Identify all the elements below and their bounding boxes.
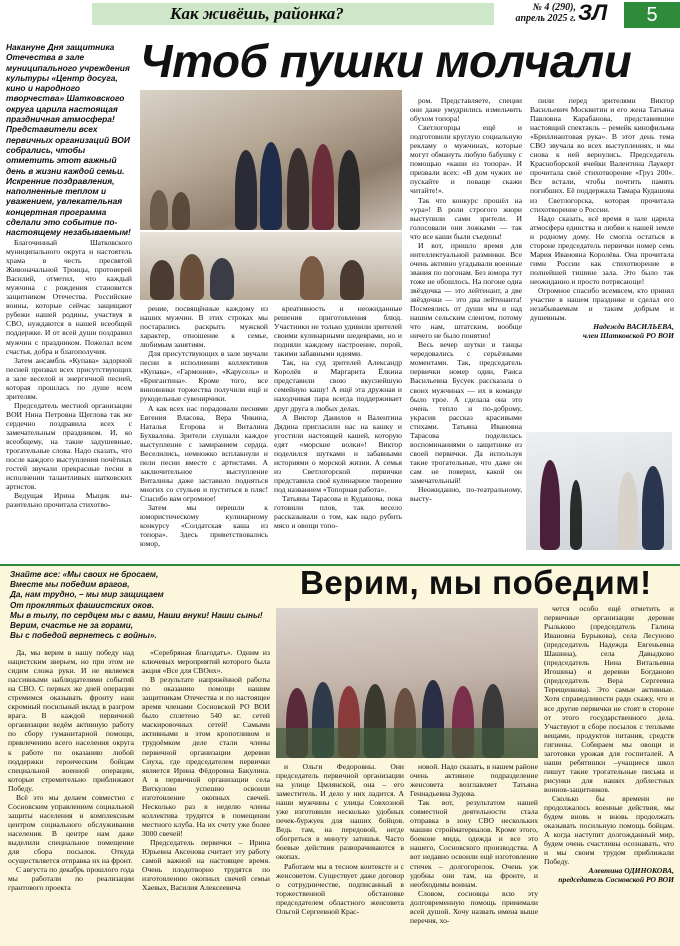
article2-headline: Верим, мы победим! [300,564,652,601]
paragraph: И вот, пришло время для интеллектуальной разминки. Все очень активно угадывали военные звания по погонам. Без юмора тут тоже не обошлось. На погоне одна звёздочка — это лейтенант, а две звёздочки — это два лейтенанта! Посмеялись от души мы и над нашим сельским сленгом, потому что нам, штатским, вообще ничего не было понятно! [410,240,522,341]
paragraph: В результате напряжённой работы по оказанию помощи нашим защитникам Отечества и по настоящее время членами Сосновской РО ВОИ было сплетено 540 кг. сетей маскировочных сетей! Самыми активными в этом кропотливом и трудоёмком деле стали члены первичной организации деревни Сиуха, где председателем первички является Ирина Фёдоровна Бакулина. А в первичной организации села Виткулово успешно освоили изготовление окопных свечей. Несколько раз в неделю члены коллектива трудятся в помещении местного клуба. На их счету уже более 3000 свечей! [142,675,270,838]
paragraph: Ведущая Ирина Мыцик выразительно прочитала стихотво- [6,491,132,510]
paragraph: Благочинный Шатковского муниципального округа и настоятель храма в честь пресвятой Живоначальной Троицы, протоиерей Василий, отметил, что каждый мужчина с рождения становится защитником Отечества. Российские воины, которые сейчас защищают рубежи нашей родины, участвуя в СВО, нуждаются в нашей всеобщей поддержке. И от всей души поздравил мужчин с праздником. Пожелал всем счастья, добра и благополучия. [6,238,132,356]
paragraph: Татьяны Тарасова и Кудашова, пока готовили плов, так весело рассказывали о том, как надо рубить мясо и овощи топо- [274,493,402,531]
article2-column-4 [410,762,538,940]
paragraph: креативность и неожиданные решения приготовления блюд. Участники не только удивили зрителей своими кулинарными шедеврами, но и подняли каждому настроение, порой, такими забавными идеями. [274,304,402,359]
article1-photo-audience [140,232,402,300]
poem-line: Знайте все: «Мы своих не бросаем, [10,570,159,579]
article1-lead: Накануне Дня защитника Отечества в зале муниципального учреждения культуры «Центр досуга, кино и народного творчества» Шатковского округа царила настоящая праздничная атмосфера! Представители всех первичных организаций ВОИ собрались, чтобы отметить этот важный день в жизни каждой семьи. Искренние поздравления, наполненные теплом и уважением, увлекательная концертная программа сделали это событие по-настоящему незабываемым! [6,42,131,238]
poem-line: Вместе мы победим врагов, [10,580,130,590]
article1-signature-name: Надежда ВАСИЛЬЕВА, [593,322,674,332]
article2-column-2 [142,648,270,940]
paragraph: рение, посвящённые каждому из наших мужчин. В этих строках мы постарались раскрыть мужской характер, отношение к семье, любимым занятиям. [140,304,268,350]
paragraph: Надо сказать, всё время в зале царила атмосфера единства и любви к нашей земле и родному дому. Не смогла остаться в стороне председатель первички номер семь Мария Ивановна Королёва. Она прочитала гимн России как стихотворение в полнейшей тишине зала. Это было так неожиданно и просто потрясающе! [530,213,674,286]
article1-photo-performers [526,432,672,550]
poem-line: Да, нам трудно, – мы мир защищаем [10,590,164,600]
article2-column-3 [276,762,404,940]
paragraph: Неожиданно, по-театральному, высту- [410,485,522,504]
article2-poem [10,570,280,641]
paragraph: Да, мы верим в нашу победу над нацистским зверьем, но при этом не сидим сложа руки. И не являемся пассивными наблюдателями событий на СВО. С первых же дней операции стремимся оказывать фронту наш скромный посильный вклад в разгром врага. В каждой первичной организации ведём активную работу по сбору гуманитарной помощи, привлечению всего населения округа к работе по оказанию любой поддержки героическим бойцам специальной военной операции, которые стремительно приближают Победу. [8,648,134,793]
paragraph: и Ольги Федоровны. Они председатель первичной организации на улице Цмлянской, она – его заместитель. И дело у них ладится. А наши мужчины с улицы Совхозной уже изготовили несколько удобных печек-буржуек для наших бойцов. Ведь там, на передовой, негде обогреться в минуту затишья. Часто боевые действия разворачиваются в окопах. [276,762,404,862]
article1-column-2 [140,304,268,558]
issue-number: № 4 (290), [532,2,576,13]
article1-column-3 [274,304,402,558]
article2-signature-name: Алевтина ОДИНОКОВА, [588,866,674,876]
rubric-title: Как живёшь, районка? [170,4,344,23]
article2-photo-group [276,608,538,758]
paragraph: «Серебряная благодать». Одним из ключевых мероприятий которого была акция «Все для СВОих». [142,648,270,676]
paragraph: А Виктор Данилов и Валентина Дядина пригласили нас на кашку и угостили настоящей кашей, которую едят «морские волки»! Виктор поделился шутками и забавными историями о морской жизни. А семья из Светлогорской первички представила своё кулинарное творение под названием «Топорная работа». [274,412,402,494]
paragraph: Затем ансамбль «Купава» задорной песней призвал всех присутствующих в зале веселой и энергичной песней, которая прошлась по душе всем зрителям. [6,355,132,401]
paragraph: Для присутствующих в зале звучали песни в исполнении коллективов «Купава», «Гармония», «Карусель» и «Бригантина». Кроме того, все виновники торжества получили ещё и рукодельные сувенирчики. [140,349,268,404]
newspaper-logo: ЗЛ [578,0,608,25]
paragraph: Председатель первички – Ирина Юрьевна Аксенова считает эту работу самой важной на настоящее время. Очень плодотворно трудятся по изготовлению окопных свечей семьи Хаевых, Василия Алексеевича [142,837,270,893]
paragraph: пили перед зрителями Виктор Васильевич Москвитин и его жена Татьяна Павловна Карабанова, представившие настоящий спектакль – ремейк кинофильма «Бриллиантовая рука». В этот день тема СВО звучала во всех выступлениях, и мы снова к ней вернулись. Председатель Красноборской ячейки Валентина Лаукерт прочитала своё стихотворение «Груз 200». Все встали, чтобы почтить память погибших. Её поддержала Тамара Кудашова из Светлогорска, которая прочитала стихотворение о России. [530,96,674,214]
paragraph: Затем мы перешли к юмористическому кулинарному конкурсу «Солдатская каша из топора». Здесь приветствовались юмор, [140,503,268,549]
article1-photo-concert [140,90,402,230]
poem-line: Мы в тылу, по сердцем мы с вами, Наши внуки! Наши сыны! [10,610,263,620]
poem-line: Верим, счастье не за горами, [10,621,133,631]
paragraph: Словом, сосновцы всю эту долговременную помощь принимали всей душой. Хочу назвать имена выше перечня, хо- [410,888,538,925]
issue-info [506,2,576,24]
article1-headline: Чтоб пушки молчали [140,35,632,87]
issue-date: апрель 2025 г. [515,13,576,24]
paragraph: Всё это мы делаем совместно с Сосновским управлением социальной защиты населения и комплексным центром социального обслуживания населения. В центре нам даже выделили специальное помещение для сбора посылок. Откуда осуществляется отправка их на фронт. [8,792,134,866]
paragraph: ром. Представляете, специи они даже умудрились измельчить обухом топора! [410,96,522,124]
poem-line: Вы с победой вернетесь с войны». [10,631,157,641]
article1-column-1 [6,238,132,558]
paragraph: Так что конкурс прошёл на «ура»! В роли строгого жюри выступили сами зрители. И голосовали они ложками — так что все каши были съедены! [410,195,522,241]
article2-column-5 [544,604,674,942]
paragraph: Весь вечер шутки и танцы чередовались с серьёзными моментами. Так, председатель первички номер один, Раиса Васильевна Бусуек рассказала о своих мужчинах — их в команде было трое. А сделала она это очень тепло и по-доброму, украсив рассказ красивыми стихами. Татьяна Ивановна Тарасова поделилась воспоминаниями о защитнике из своей первички. Да используя такие трогательные, что даже он сам не поверил, какой он замечательный! [410,340,522,485]
article1-column-4 [410,96,522,558]
paragraph: Светлогорцы ещё и подготовили круглую социальную рекламу о мужчинах, которые могут обмануть любую бабушку с помощью «каши из топора». И призвали всех: «В дом чужих не пускайте и поваще скажи читайте!». [410,123,522,196]
page-header [0,0,680,30]
page-number: 5 [624,2,680,28]
paragraph: чется особо ещё отметить и первичные организации деревни Рыльково (председатель Галина Ивановна Бурыкова), села Лесуново (председатель Надежда Евгеньевна Шашина), села Давыдково (председатель Нина Витальевна Игошина) и деревни Богданово (председатель Вера Сергеевна Терещенкова). Это самые активные. Хотя справедливости ради скажу, что и все другие первички не стоят в стороне от этого государственного дела. Участвуют в сборе посылок с теплыми вещами, продуктов питания, средств гигиены. Собираем мы овощи и заготовки урожая для госпиталей. А наши ребятишки –учащиеся школ пишут такие трогательные письма и рисунки для наших доблестных воинов-защитников. [544,604,674,794]
paragraph: Так вот, результатом нашей совместной деятельности стала отправка в зону СВО нескольких машин стройматериалов. Кроме этого, боеконе мида, одежда и все это нашего, Сосновского производства. А вот недавно освоили ещё изготовление стичек – долгогорелок. Очень уж удобны они там, на фронте, и необходимы воинам. [410,798,538,889]
paragraph: Огромное спасибо всемвсем, кто принял участие в нашем празднике и сделал его незабываемым и таким добрым и душевным. [530,285,674,323]
article2-column-1 [8,648,134,940]
article1-signature-role: член Шатковской РО ВОИ [582,331,674,341]
article1-column-5 [530,96,674,428]
paragraph: новой. Надо сказать, в нашем районе очень активное подразделение женсовета возглавляет Татьяна Геннадьевна Зудова. [410,762,538,799]
paragraph: С августа по декабрь прошлого года мы работали по реализации грантового проекта [8,865,134,893]
paragraph: Работаем мы в тесном контексте и с женсоветом. Существует даже договор о сотрудничестве, подписанный в торжественной обстановке председателем областного женсовета Ольгой Сергеевной Крас- [276,861,404,916]
paragraph: Председатель местной организации ВОИ Нина Петровна Щеглова так же сердечно поздравила всех с замечательным праздником. И, ко всеобщему, на такие задушевные, трогательные слова. Надо сказать, что после каждого выступления почётных гостей звучали прекрасные песни в исполнении талантливых шатковских артистов. [6,400,132,492]
article2-signature-role: председатель Сосновской РО ВОИ [558,875,674,885]
paragraph: Сколько бы времени не продолжалось военные действия, мы будем вновь и вновь продолжать оказывать посильную помощь бойцам. А когда наступит долгожданный мир, будем очень счастливы осознавать, что и мы своим трудом приближали Победу. [544,793,674,867]
poem-line: От проклятых фашистских оков. [10,600,155,610]
paragraph: А как всех нас порадовали песнями Евгения Власова, Вера Чикина, Наталья Егорова и Виталина Бухвалова. Зрители слушали каждое выступление с замиранием сердца. Веселились, немножко всплакнули и пели песни вместе с артистами. А заключительное выступление Виталины даже заставило подняться многих со стульев и пуститься в пляс! Спасибо вам огромное! [140,403,268,503]
paragraph: Так, на суд зрителей Александр Королёв и Маргарита Ёлкина представили свою вкуснейшую семейную кашу! А ещё эта дружная и находчивая пара всегда поддерживает друг друга в любых делах. [274,358,402,413]
